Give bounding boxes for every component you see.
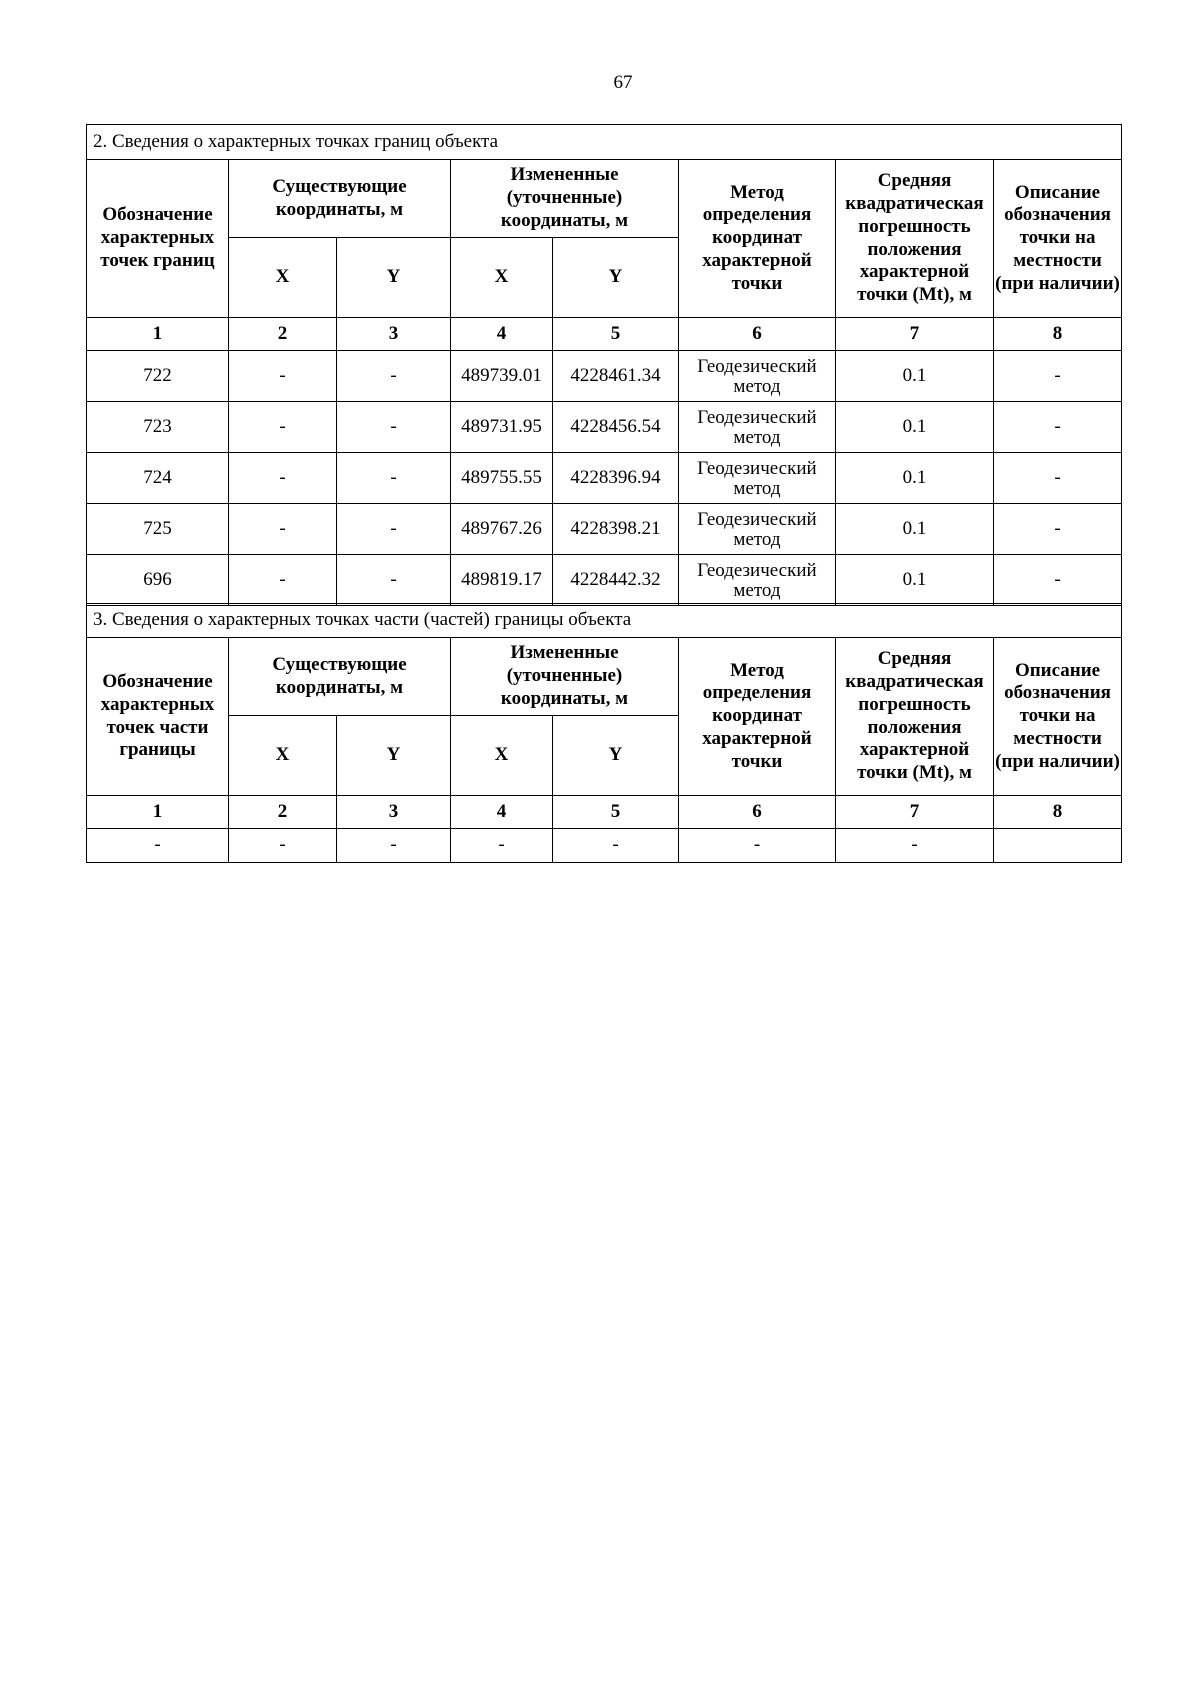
header-changed-x: X [451, 716, 553, 796]
header-changed-y: Y [553, 238, 679, 318]
column-number: 5 [553, 318, 679, 351]
existing-x: - [229, 504, 337, 555]
column-number: 2 [229, 318, 337, 351]
column-number: 5 [553, 796, 679, 829]
column-number: 3 [337, 796, 451, 829]
column-number-row [87, 318, 1122, 351]
changed-y: 4228398.21 [553, 504, 679, 555]
description: - [994, 351, 1122, 402]
column-number: 7 [836, 318, 994, 351]
table-row [87, 555, 1122, 606]
header-existing-x: X [229, 716, 337, 796]
header-existing-y: Y [337, 238, 451, 318]
changed-y: - [553, 829, 679, 863]
table-row [87, 829, 1122, 863]
method: Геодезический метод [679, 504, 836, 555]
changed-y: 4228396.94 [553, 453, 679, 504]
column-number: 4 [451, 796, 553, 829]
error-mt: 0.1 [836, 555, 994, 606]
column-number: 8 [994, 796, 1122, 829]
page-number: 67 [613, 72, 633, 93]
description [994, 829, 1122, 863]
header-existing-y: Y [337, 716, 451, 796]
method: Геодезический метод [679, 402, 836, 453]
error-mt: 0.1 [836, 453, 994, 504]
point-id: 724 [87, 453, 229, 504]
description: - [994, 453, 1122, 504]
point-id: - [87, 829, 229, 863]
header-changed-y: Y [553, 716, 679, 796]
header-existing-coordinates: Существующие координаты, м [229, 638, 451, 716]
header-designation: Обозначение характерных точек части границы [87, 638, 229, 796]
existing-y: - [337, 402, 451, 453]
existing-y: - [337, 829, 451, 863]
point-id: 723 [87, 402, 229, 453]
point-id: 725 [87, 504, 229, 555]
header-existing-coordinates: Существующие координаты, м [229, 160, 451, 238]
error-mt: 0.1 [836, 351, 994, 402]
existing-x: - [229, 402, 337, 453]
changed-y: 4228456.54 [553, 402, 679, 453]
table-row [87, 402, 1122, 453]
table-row [87, 453, 1122, 504]
header-changed-coordinates: Измененные (уточненные) координаты, м [451, 160, 679, 238]
existing-x: - [229, 829, 337, 863]
table-row [87, 504, 1122, 555]
description: - [994, 504, 1122, 555]
column-number: 3 [337, 318, 451, 351]
description: - [994, 402, 1122, 453]
header-changed-x: X [451, 238, 553, 318]
changed-x: - [451, 829, 553, 863]
column-number: 1 [87, 796, 229, 829]
boundary-points-table [86, 124, 1122, 606]
existing-y: - [337, 453, 451, 504]
existing-x: - [229, 453, 337, 504]
existing-x: - [229, 351, 337, 402]
column-number: 6 [679, 796, 836, 829]
header-changed-coordinates: Измененные (уточненные) координаты, м [451, 638, 679, 716]
error-mt: 0.1 [836, 504, 994, 555]
method: Геодезический метод [679, 453, 836, 504]
changed-x: 489767.26 [451, 504, 553, 555]
column-number-row [87, 796, 1122, 829]
column-number: 4 [451, 318, 553, 351]
column-number: 7 [836, 796, 994, 829]
column-number: 8 [994, 318, 1122, 351]
changed-x: 489819.17 [451, 555, 553, 606]
changed-x: 489755.55 [451, 453, 553, 504]
header-error: Средняя квадратическая погрешность положения характерной точки (Mt), м [836, 638, 994, 796]
changed-y: 4228461.34 [553, 351, 679, 402]
header-error: Средняя квадратическая погрешность положения характерной точки (Mt), м [836, 160, 994, 318]
section-caption: 3. Сведения о характерных точках части (частей) границы объекта [87, 604, 1122, 638]
boundary-part-points-table [86, 603, 1122, 863]
existing-x: - [229, 555, 337, 606]
point-id: 696 [87, 555, 229, 606]
header-description: Описание обозначения точки на местности (при наличии) [994, 160, 1122, 318]
description: - [994, 555, 1122, 606]
changed-y: 4228442.32 [553, 555, 679, 606]
header-method: Метод определения координат характерной точки [679, 638, 836, 796]
column-number: 1 [87, 318, 229, 351]
changed-x: 489739.01 [451, 351, 553, 402]
point-id: 722 [87, 351, 229, 402]
header-existing-x: X [229, 238, 337, 318]
method: Геодезический метод [679, 555, 836, 606]
table-row [87, 351, 1122, 402]
existing-y: - [337, 555, 451, 606]
error-mt: 0.1 [836, 402, 994, 453]
header-designation: Обозначение характерных точек границ [87, 160, 229, 318]
column-number: 2 [229, 796, 337, 829]
section-caption: 2. Сведения о характерных точках границ объекта [87, 125, 1122, 160]
method: Геодезический метод [679, 351, 836, 402]
header-method: Метод определения координат характерной точки [679, 160, 836, 318]
column-number: 6 [679, 318, 836, 351]
header-description: Описание обозначения точки на местности (при наличии) [994, 638, 1122, 796]
method: - [679, 829, 836, 863]
existing-y: - [337, 504, 451, 555]
existing-y: - [337, 351, 451, 402]
changed-x: 489731.95 [451, 402, 553, 453]
error-mt: - [836, 829, 994, 863]
